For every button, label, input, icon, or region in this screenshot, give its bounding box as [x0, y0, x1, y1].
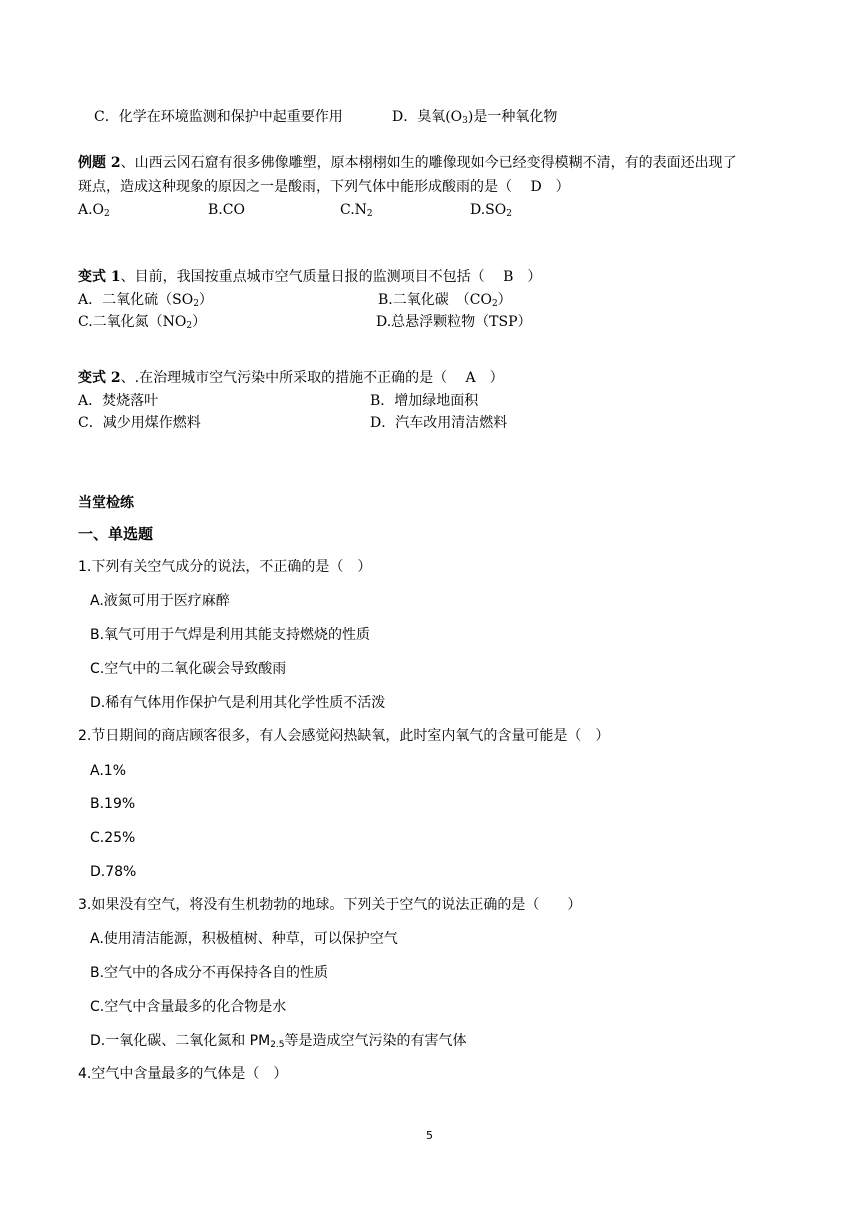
page-number: 5 [426, 1129, 433, 1142]
example-2-question: 例题 2、山西云冈石窟有很多佛像雕塑，原本栩栩如生的雕像现如今已经变得模糊不清，有的表面还出现了 [78, 155, 737, 171]
question-2-option-c: C.25% [90, 830, 136, 846]
question-3-option-a: A.使用清洁能源，积极植树、种草，可以保护空气 [90, 931, 398, 947]
variant-1-label: 变式 1 [78, 269, 121, 285]
question-3-stem: 3.如果没有空气，将没有生机勃勃的地球。下列关于空气的说法正确的是（ ） [78, 897, 582, 913]
variant-1-option-a: A．二氧化硫$(SO_2)$ [78, 292, 213, 309]
example-2-option-d: $D.SO_2$ [470, 202, 512, 219]
variant-1-question: 变式 1、目前，我国按重点城市空气质量日报的监测项目不包括（ B ） [78, 269, 542, 285]
variant-1-option-d: D.总悬浮颗粒物（TSP） [376, 314, 532, 330]
question-4-stem: 4.空气中含量最多的气体是（ ） [78, 1066, 288, 1082]
example-2-option-b: B.CO [208, 202, 245, 218]
question-3-option-d: D.一氧化碳、二氧化氮和 $PM_{2.5}$等是造成空气污染的有害气体 [90, 1033, 467, 1050]
variant-1-option-b: B.二氧化碳 $(CO_2)$ [378, 292, 512, 309]
variant-1-option-c: C.二氧化氮$(NO_2)$ [78, 314, 207, 331]
option-c-line: C．化学在环境监测和保护中起重要作用 [94, 109, 343, 125]
question-2-stem: 2.节日期间的商店顾客很多，有人会感觉闷热缺氧，此时室内氧气的含量可能是（ ） [78, 728, 610, 744]
question-2-option-a: A.1% [90, 763, 126, 779]
question-1-option-c: C.空气中的二氧化碳会导致酸雨 [90, 661, 287, 677]
question-3-option-b: B.空气中的各成分不再保持各自的性质 [90, 965, 329, 981]
question-2-option-b: B.19% [90, 796, 136, 812]
question-2-option-d: D.78% [90, 864, 137, 880]
variant-2-option-d: D．汽车改用清洁燃料 [370, 415, 508, 431]
variant-2-label: 变式 2 [78, 370, 121, 386]
question-1-option-b: B.氧气可用于气焊是利用其能支持燃烧的性质 [90, 627, 371, 643]
section-title: 当堂检练 [78, 495, 134, 511]
variant-2-option-b: B．增加绿地面积 [370, 393, 479, 409]
variant-2-question: 变式 2、.在治理城市空气污染中所采取的措施不正确的是（ A ） [78, 370, 504, 386]
question-3-option-c: C.空气中含量最多的化合物是水 [90, 999, 287, 1015]
variant-2-option-c: C．减少用煤作燃料 [78, 415, 201, 431]
question-1-option-a: A.液氮可用于医疗麻醉 [90, 593, 230, 609]
question-1-stem: 1.下列有关空气成分的说法，不正确的是（ ） [78, 559, 372, 575]
option-d-line: D．臭氧$(O_3)$是一种氧化物 [392, 109, 558, 126]
question-1-option-d: D.稀有气体用作保护气是利用其化学性质不活泼 [90, 695, 386, 711]
example-2-option-a: $A.O_2$ [78, 202, 110, 219]
variant-2-option-a: A．焚烧落叶 [78, 393, 159, 409]
section-subtitle: 一、单选题 [78, 525, 154, 543]
example-2-label: 例题 2 [78, 155, 121, 171]
example-2-option-c: $C.N_2$ [340, 202, 373, 219]
example-2-question-line2: 斑点，造成这种现象的原因之一是酸雨，下列气体中能形成酸雨的是（ D ） [78, 179, 570, 195]
